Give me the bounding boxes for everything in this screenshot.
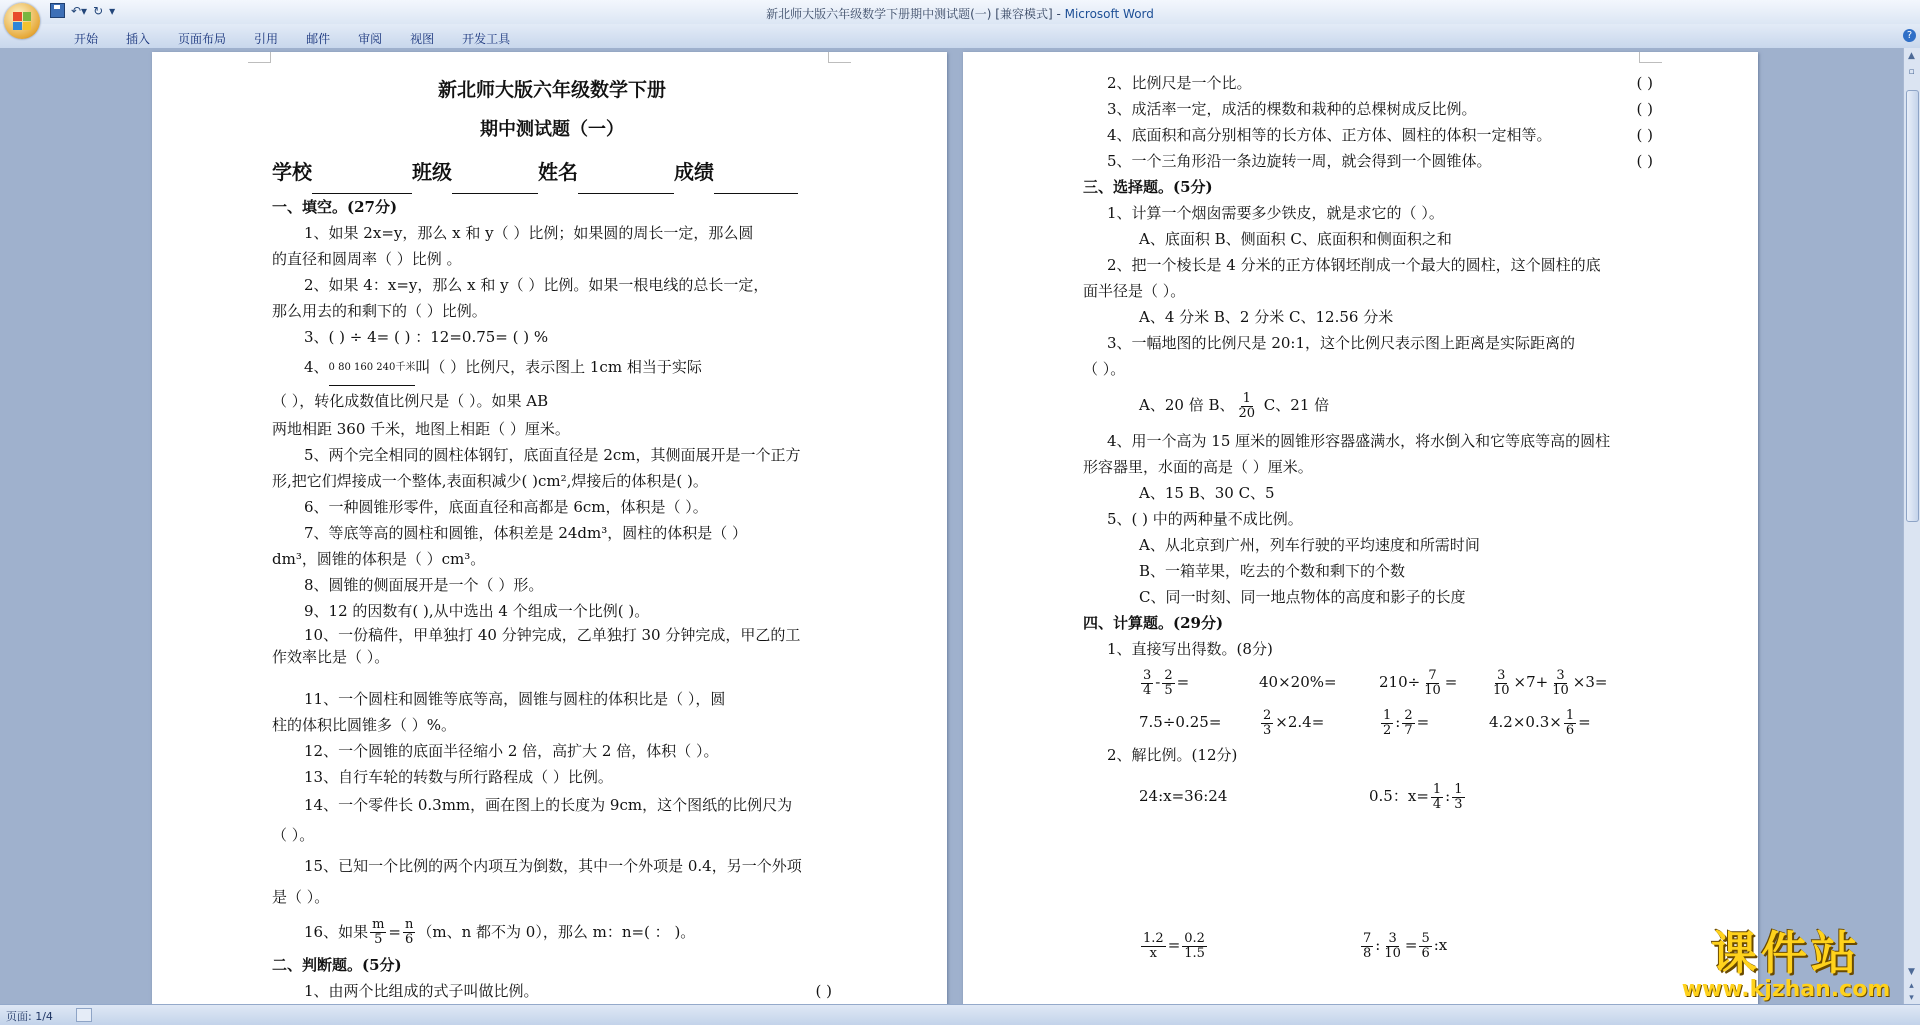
save-icon[interactable] (50, 3, 65, 18)
page-indicator[interactable]: 页面: 1/4 (6, 1010, 53, 1023)
fraction-n-over-6 (403, 918, 415, 947)
numerator: 1 (1242, 390, 1251, 406)
tab-insert[interactable]: 插入 (126, 32, 151, 46)
fraction: $\frac{3}{10}$ (1552, 667, 1569, 698)
question-line: 是（ ）。 (272, 887, 330, 906)
field-class: 班级 (412, 160, 452, 184)
document-title: 新北师大版六年级数学下册期中测试题(一) [兼容模式] - (766, 7, 1065, 21)
crop-mark (1639, 52, 1662, 63)
fraction: $\frac{2}{3}$ (1263, 707, 1272, 738)
expression: 4.2×0.3× $\frac{1}{6}$ = (1489, 707, 1591, 738)
doc-title: 新北师大版六年级数学下册 (437, 79, 666, 101)
question-line: 那么用去的和剩下的（ ）比例。 (272, 302, 487, 320)
vertical-scrollbar[interactable] (1903, 48, 1920, 1005)
question-line: 柱的体积比圆锥多（ ）%。 (272, 715, 457, 734)
tab-page-layout[interactable]: 页面布局 (178, 32, 227, 46)
expression: $\frac{3}{4}$ - $\frac{2}{5}$ = (1143, 667, 1190, 698)
fraction: $\frac{1}{2}$ (1383, 707, 1392, 738)
question-line: （ ），转化成数值比例尺是（ ）。如果 AB (272, 391, 549, 410)
blank (452, 193, 538, 194)
section-heading: 二、判断题。(5分) (272, 955, 402, 974)
fraction: $\frac{2}{7}$ (1404, 707, 1413, 738)
scale-bar: 0 80 160 240千米 (329, 351, 416, 386)
redo-icon[interactable]: ↻ (93, 3, 104, 18)
question-line: 5、( ) 中的两种量不成比例。 (1107, 510, 1303, 528)
question-text: 16、如果 (304, 922, 369, 941)
document-page-2 (963, 52, 1758, 1005)
office-button[interactable] (4, 3, 40, 39)
question-text: 3、成活率一定，成活的棵数和栽种的总棵树成反比例。 (1107, 100, 1477, 118)
answer-blank: ( ) (815, 981, 832, 1000)
question-line: dm³，圆锥的体积是（ ）cm³。 (272, 549, 486, 568)
crop-mark (828, 52, 851, 63)
question-text: 1、由两个比组成的式子叫做比例。 (304, 981, 539, 1000)
question-line (1083, 70, 1653, 96)
question-line: 14、一个零件长 0.3mm，画在图上的长度为 9cm，这个图纸的比例尺为 (304, 795, 793, 814)
ribbon (0, 24, 1920, 49)
question-line: 1、计算一个烟囱需要多少铁皮，就是求它的（ ）。 (1107, 204, 1444, 222)
blank (578, 193, 674, 194)
tab-references[interactable]: 引用 (254, 32, 279, 46)
proofing-icon[interactable] (76, 1008, 92, 1022)
question-text: 2、比例尺是一个比。 (1107, 74, 1252, 92)
question-line: 形,把它们焊接成一个整体,表面积减少( )cm²,焊接后的体积是( )。 (272, 471, 708, 490)
options-line: A、底面积 B、侧面积 C、底面积和侧面积之和 (1139, 230, 1452, 248)
question-line: 的直径和圆周率（ ）比例 。 (272, 250, 462, 268)
doc-subtitle: 期中测试题（一） (480, 119, 624, 140)
expression: 0.5：x= $\frac{1}{4}$ : $\frac{1}{3}$ (1369, 781, 1463, 812)
expression: $\frac{7}{8}$ : $\frac{3}{10}$ = $\frac{5}{6}$ :x (1363, 930, 1448, 961)
question-line: （ ）。 (272, 825, 315, 844)
question-line: 4、用一个高为 15 厘米的圆锥形容器盛满水，将水倒入和它等底等高的圆柱 (1107, 432, 1611, 450)
field-school: 学校 (272, 160, 312, 184)
help-icon[interactable]: ? (1903, 29, 1916, 42)
blank-space (1083, 824, 1653, 920)
watermark-url: www.kjzhan.com (1681, 977, 1891, 1002)
tab-home[interactable]: 开始 (74, 32, 99, 46)
question-line: 15、已知一个比例的两个内项互为倒数，其中一个外项是 0.4，另一个外项 (304, 856, 802, 875)
fraction: $\frac{7}{8}$ (1363, 930, 1372, 961)
question-line: 9、12 的因数有( ),从中选出 4 个组成一个比例( )。 (304, 601, 650, 620)
tab-view[interactable]: 视图 (410, 32, 435, 46)
question-line: 作效率比是（ ）。 (272, 647, 390, 666)
answer-blank: ( ) (1636, 152, 1653, 170)
question-line: 形容器里，水面的高是（ ）厘米。 (1083, 458, 1313, 476)
fraction: $\frac{3}{4}$ (1143, 667, 1152, 698)
fraction: $\frac{5}{6}$ (1421, 930, 1430, 961)
fraction: $\frac{1}{6}$ (1565, 707, 1575, 738)
field-score: 成绩 (674, 160, 714, 184)
options-line (1083, 382, 1653, 428)
question-line: 6、一种圆锥形零件，底面直径和高都是 6cm，体积是（ ）。 (304, 497, 708, 516)
crop-mark (248, 52, 271, 63)
fraction: $\frac{1.2}{x}$ (1143, 930, 1164, 961)
question-line: 2、把一个棱长是 4 分米的正方体钢坯削成一个最大的圆柱，这个圆柱的底 (1107, 256, 1601, 274)
question-line (272, 912, 832, 952)
fraction: $\frac{1}{4}$ (1432, 781, 1442, 812)
fraction: $\frac{3}{10}$ (1493, 667, 1510, 698)
calc-row-2 (1083, 702, 1653, 742)
denominator: 5 (374, 932, 383, 947)
expression: $\frac{1}{2}$ : $\frac{2}{7}$ = (1383, 707, 1430, 738)
expression-text: 210÷ (1379, 673, 1421, 691)
expression: $\frac{1.2}{x}$ = $\frac{0.2}{1.5}$ (1143, 930, 1205, 961)
fraction: $\frac{1}{3}$ (1454, 781, 1463, 812)
expression: 7.5÷0.25= (1139, 713, 1222, 731)
question-line: 3、( ) ÷ 4= ( ) ：12=0.75= ( ) % (304, 328, 549, 346)
answer-blank: ( ) (1636, 126, 1653, 144)
question-line: 1、如果 2x=y，那么 x 和 y（ ）比例；如果圆的周长一定，那么圆 (304, 224, 754, 242)
question-text: 叫（ ）比例尺，表示图上 1cm 相当于实际 (415, 358, 702, 376)
scroll-down-icon[interactable]: ▼ (1908, 967, 1915, 977)
question-line: 1、直接写出得数。(8分) (1107, 640, 1273, 658)
equals-sign: = (388, 922, 401, 941)
fraction-m-over-5 (370, 918, 386, 947)
office-logo-icon (13, 12, 31, 30)
options-line: A、从北京到广州，列车行驶的平均速度和所需时间 (1139, 536, 1480, 554)
options-line: C、同一时刻、同一地点物体的高度和影子的长度 (1139, 588, 1466, 606)
status-bar (0, 1004, 1920, 1025)
ribbon-tabs (60, 30, 524, 47)
options-line: A、4 分米 B、2 分米 C、12.56 分米 (1139, 308, 1394, 326)
expression: 24:x=36:24 (1139, 787, 1228, 805)
previous-page-icon[interactable]: ▴ (1909, 981, 1914, 991)
answer-blank: ( ) (1636, 74, 1653, 92)
question-line (272, 350, 832, 386)
options-line: A、15 B、30 C、5 (1139, 484, 1275, 502)
option-text: C、21 倍 (1259, 396, 1330, 414)
app-name: Microsoft Word (1064, 7, 1154, 21)
fraction: $\frac{7}{10}$ (1424, 667, 1441, 698)
question-line: 13、自行车轮的转数与所行路程成（ ）比例。 (304, 767, 613, 786)
expression-text: :x (1433, 936, 1448, 954)
proportion-row-2 (1083, 920, 1653, 970)
question-text: 5、一个三角形沿一条边旋转一周，就会得到一个圆锥体。 (1107, 152, 1492, 170)
customize-toolbar-icon[interactable]: ▾ (109, 3, 116, 18)
page-2-content[interactable] (1083, 70, 1653, 970)
question-line: 5、两个完全相同的圆柱体钢钉，底面直径是 2cm，其侧面展开是一个正方 (304, 445, 801, 464)
fraction-1-over-20 (1236, 392, 1257, 421)
question-line: 2、如果 4：x=y，那么 x 和 y（ ）比例。如果一根电线的总长一定， (304, 276, 769, 294)
scroll-thumb[interactable] (1906, 90, 1919, 522)
question-line: （ ）。 (1083, 360, 1126, 378)
quick-access-toolbar (50, 3, 115, 18)
field-name: 姓名 (538, 160, 578, 184)
expression: 210÷ $\frac{7}{10}$ = (1379, 667, 1458, 698)
window-title (0, 5, 1920, 22)
question-text: 4、底面积和高分别相等的长方体、正方体、圆柱的体积一定相等。 (1107, 126, 1552, 144)
options-line: B、一箱苹果，吃去的个数和剩下的个数 (1139, 562, 1406, 580)
tab-mailings[interactable]: 邮件 (306, 32, 331, 46)
section-heading: 三、选择题。(5分) (1083, 178, 1213, 196)
section-heading: 四、计算题。(29分) (1083, 614, 1224, 632)
document-workspace (0, 48, 1904, 1005)
question-line: 8、圆锥的侧面展开是一个（ ）形。 (304, 575, 544, 594)
question-line: 12、一个圆锥的底面半径缩小 2 倍，高扩大 2 倍，体积（ ）。 (304, 741, 719, 760)
title-bar (0, 0, 1920, 24)
answer-blank: ( ) (1636, 100, 1653, 118)
question-line (1083, 148, 1653, 174)
next-page-icon[interactable]: ▾ (1909, 993, 1914, 1003)
blank (714, 193, 798, 194)
info-fields (272, 150, 832, 194)
ruler-toggle-icon[interactable]: ▫ (1908, 67, 1915, 77)
question-line (1083, 96, 1653, 122)
question-text: （m、n 都不为 0），那么 m：n=( ： )。 (417, 922, 696, 941)
denominator: 6 (405, 932, 414, 947)
tab-developer[interactable]: 开发工具 (462, 32, 511, 46)
watermark-logo-text: 课件站 (1711, 926, 1861, 980)
page-1-content[interactable] (272, 70, 832, 1004)
site-watermark (1668, 928, 1904, 1002)
question-line: 两地相距 360 千米，地图上相距（ ）厘米。 (272, 419, 570, 438)
question-number: 4、 (304, 358, 329, 376)
question-line: 10、一份稿件，甲单独打 40 分钟完成，乙单独打 30 分钟完成，甲乙的工 (304, 625, 801, 644)
question-line: 面半径是（ ）。 (1083, 282, 1186, 300)
numerator: m (372, 917, 385, 932)
question-line: 11、一个圆柱和圆锥等底等高，圆锥与圆柱的体积比是（ ），圆 (304, 689, 726, 708)
option-text: A、20 倍 B、 (1139, 396, 1235, 414)
question-line: 2、解比例。(12分) (1107, 746, 1238, 764)
question-line: 7、等底等高的圆柱和圆锥，体积差是 24dm³，圆柱的体积是（ ） (304, 523, 748, 542)
tab-review[interactable]: 审阅 (358, 32, 383, 46)
calc-row-1 (1083, 662, 1653, 702)
question-line (272, 978, 832, 1004)
expression: 40×20%= (1259, 673, 1337, 691)
question-line (1083, 122, 1653, 148)
question-line: 3、一幅地图的比例尺是 20:1，这个比例尺表示图上距离是实际距离的 (1107, 334, 1575, 352)
fraction: $\frac{3}{10}$ (1384, 930, 1401, 961)
expression-text: 0.5：x= (1369, 787, 1429, 805)
proportion-row-1 (1083, 768, 1653, 824)
expression-text: 4.2×0.3× (1489, 713, 1562, 731)
expression: $\frac{3}{10}$ ×7+ $\frac{3}{10}$ ×3= (1493, 667, 1608, 698)
fraction: $\frac{2}{5}$ (1164, 667, 1173, 698)
document-page-1 (152, 52, 947, 1005)
expression: $\frac{2}{3}$ ×2.4= (1263, 707, 1325, 738)
fraction: $\frac{0.2}{1.5}$ (1184, 930, 1205, 961)
undo-icon[interactable]: ↶▾ (71, 3, 88, 18)
numerator: n (405, 917, 414, 932)
section-heading: 一、填空。(27分) (272, 198, 398, 216)
denominator: 20 (1238, 405, 1256, 421)
scroll-up-icon[interactable]: ▲ (1908, 51, 1915, 61)
